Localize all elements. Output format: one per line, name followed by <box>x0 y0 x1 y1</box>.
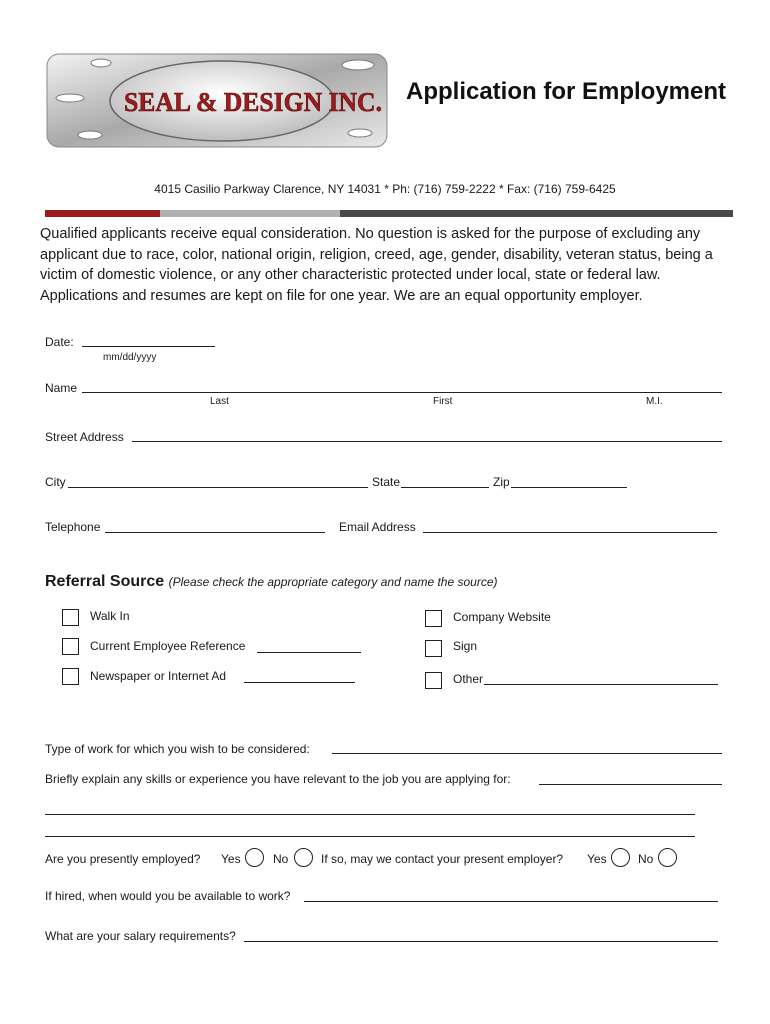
street-address-label: Street Address <box>45 430 124 444</box>
street-address-field[interactable] <box>132 441 722 442</box>
skills-label: Briefly explain any skills or experience you have relevant to the job you are applying for: <box>45 772 511 786</box>
date-label: Date: <box>45 335 74 349</box>
salary-label: What are your salary requirements? <box>45 929 236 943</box>
contact-no-radio[interactable] <box>658 848 677 867</box>
referral-heading-note: (Please check the appropriate category and name the source) <box>168 575 498 589</box>
divider-segment-dark <box>340 210 733 217</box>
state-label: State <box>372 475 401 489</box>
other-label: Other <box>453 672 484 686</box>
email-field[interactable] <box>423 532 717 533</box>
state-field[interactable] <box>401 487 489 488</box>
name-first-hint: First <box>433 396 453 407</box>
city-field[interactable] <box>68 487 368 488</box>
divider-segment-gray <box>160 210 340 217</box>
name-mi-hint: M.I. <box>646 396 663 407</box>
salary-field[interactable] <box>244 941 718 942</box>
logo-hole <box>56 94 84 102</box>
skills-field-line-3[interactable] <box>45 836 695 837</box>
other-field[interactable] <box>484 684 718 685</box>
logo-hole <box>91 59 111 67</box>
telephone-field[interactable] <box>105 532 325 533</box>
other-checkbox[interactable] <box>425 672 442 689</box>
referral-heading-text: Referral Source <box>45 573 165 590</box>
type-of-work-label: Type of work for which you wish to be considered: <box>45 742 310 756</box>
skills-field-line-2[interactable] <box>45 814 695 815</box>
type-of-work-field[interactable] <box>332 753 722 754</box>
current-employee-label: Current Employee Reference <box>90 639 246 653</box>
logo-hole <box>342 60 374 70</box>
walk-in-label: Walk In <box>90 609 130 623</box>
current-employee-field[interactable] <box>257 652 361 653</box>
contact-employer-label: If so, may we contact your present employer? <box>321 852 564 866</box>
zip-label: Zip <box>493 475 510 489</box>
employed-no-label: No <box>273 852 289 866</box>
logo-hole <box>78 131 102 139</box>
company-website-label: Company Website <box>453 610 551 624</box>
logo-hole <box>348 129 372 137</box>
zip-field[interactable] <box>511 487 627 488</box>
company-logo <box>46 53 388 148</box>
telephone-label: Telephone <box>45 520 101 534</box>
contact-yes-label: Yes <box>587 852 607 866</box>
company-address: 4015 Casilio Parkway Clarence, NY 14031 * Ph: (716) 759-2222 * Fax: (716) 759-6425 <box>154 182 616 196</box>
newspaper-label: Newspaper or Internet Ad <box>90 669 227 683</box>
employed-yes-label: Yes <box>221 852 241 866</box>
date-hint: mm/dd/yyyy <box>103 352 157 363</box>
walk-in-checkbox[interactable] <box>62 609 79 626</box>
date-field[interactable] <box>82 346 215 347</box>
employed-label: Are you presently employed? <box>45 852 201 866</box>
availability-label: If hired, when would you be available to work? <box>45 889 291 903</box>
current-employee-checkbox[interactable] <box>62 638 79 655</box>
employed-no-radio[interactable] <box>294 848 313 867</box>
employed-yes-radio[interactable] <box>245 848 264 867</box>
name-field[interactable] <box>82 392 722 393</box>
name-last-hint: Last <box>210 396 229 407</box>
contact-no-label: No <box>638 852 654 866</box>
header-divider-bar <box>45 210 733 217</box>
logo-text: SEAL & DESIGN INC. <box>124 87 382 117</box>
divider-segment-red <box>45 210 160 217</box>
email-label: Email Address <box>339 520 416 534</box>
newspaper-field[interactable] <box>244 682 355 683</box>
sign-label: Sign <box>453 639 478 653</box>
skills-field[interactable] <box>539 784 722 785</box>
city-label: City <box>45 475 66 489</box>
availability-field[interactable] <box>304 901 718 902</box>
company-website-checkbox[interactable] <box>425 610 442 627</box>
page-title: Application for Employment <box>406 78 727 105</box>
newspaper-checkbox[interactable] <box>62 668 79 685</box>
sign-checkbox[interactable] <box>425 640 442 657</box>
referral-source-heading <box>45 573 497 591</box>
eeo-statement: Qualified applicants receive equal consideration. No question is asked for the purpose of excluding any applicant due to race, color, national origin, religion, creed, age, gender, disability, veteran status, being a victim of domestic violence, or any other characteristic protected under local, state or federal law. Applications and resumes are kept on file for one year. We are an equal opportunity employer. <box>40 226 713 304</box>
name-label: Name <box>45 381 78 395</box>
contact-yes-radio[interactable] <box>611 848 630 867</box>
